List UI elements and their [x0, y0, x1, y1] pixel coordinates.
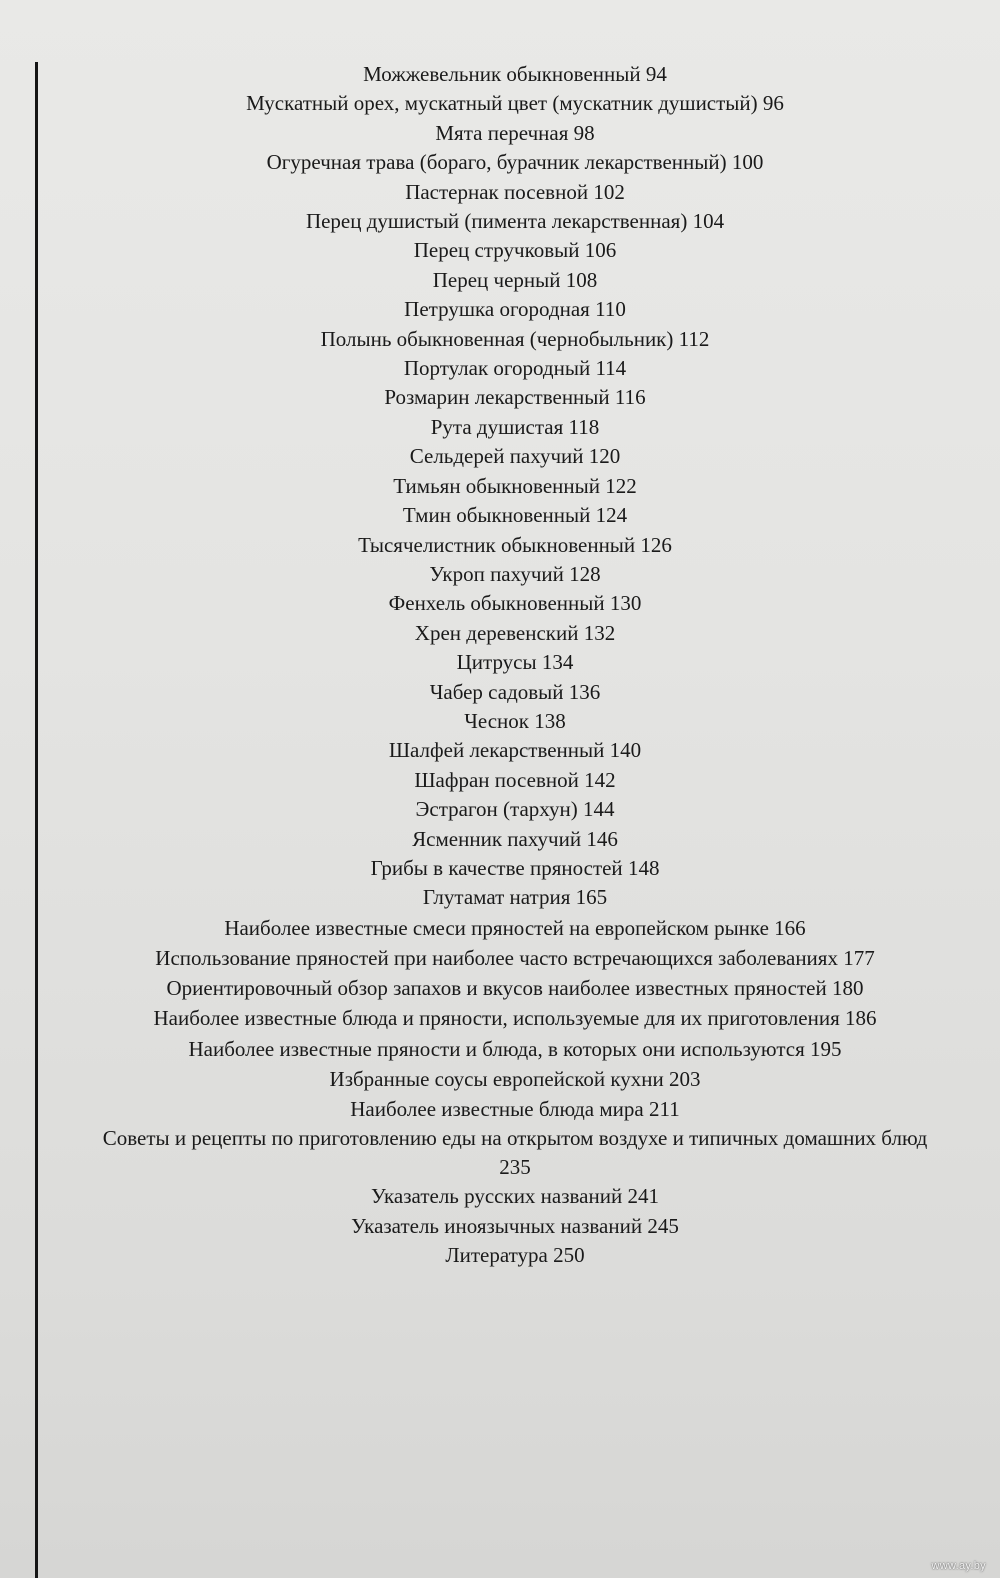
toc-entry-title: Перец черный: [432, 267, 561, 292]
toc-entry-page: 106: [584, 238, 617, 263]
toc-entry-title: Мята перечная: [435, 120, 569, 145]
toc-entry-page: 98: [573, 120, 595, 145]
toc-entry-title: Указатель русских названий: [371, 1184, 623, 1209]
toc-entry: [40, 560, 990, 589]
toc-entry-title: Наиболее известные пряности и блюда, в которых они используются: [188, 1036, 805, 1061]
toc-entry: [40, 442, 990, 471]
toc-entry-title: Указатель иноязычных названий: [351, 1213, 643, 1238]
toc-entry-title: Грибы в качестве пряностей: [370, 855, 623, 880]
toc-entry-title: Ясменник пахучий: [412, 826, 582, 851]
toc-entry-title: Избранные соусы европейской кухни: [329, 1066, 664, 1091]
toc-entry-page: 116: [614, 385, 646, 410]
toc-entry-page: 250: [553, 1243, 585, 1268]
toc-entry: [40, 178, 990, 207]
toc-entry-page: 114: [595, 356, 627, 381]
toc-entry-page: 180: [831, 976, 864, 1001]
toc-entry-title: Чеснок: [464, 708, 529, 733]
toc-entry-title: Советы и рецепты по приготовлению еды на открытом воздухе и типичных домашних блюд: [102, 1126, 928, 1151]
toc-entry: [40, 295, 990, 324]
toc-entry-page: 136: [568, 679, 601, 704]
toc-entry-page: 142: [584, 767, 616, 792]
toc-entry-title: Шалфей лекарственный: [388, 738, 605, 763]
toc-entry-title: Литература: [445, 1243, 548, 1268]
toc-entry-page: 112: [678, 326, 710, 351]
toc-entry-page: 108: [565, 267, 598, 292]
toc-entry-title: Сельдерей пахучий: [409, 444, 584, 469]
toc-entry-title: Эстрагон (тархун): [415, 797, 578, 822]
toc-entry-page: 203: [668, 1066, 701, 1091]
toc-entry-page: 165: [575, 885, 608, 910]
toc-entry: [40, 60, 990, 89]
toc-entry-title: Петрушка огородная: [404, 297, 590, 322]
toc-entry: [40, 648, 990, 677]
toc-entry-page: 134: [541, 650, 574, 675]
toc-entry-title: Наиболее известные блюда мира: [350, 1097, 644, 1121]
toc-entry-title: Тмин обыкновенный: [402, 503, 591, 528]
toc-entry-page: 110: [595, 297, 626, 322]
toc-entry: [40, 413, 990, 442]
toc-entry-page: 245: [647, 1213, 679, 1238]
toc-entry: [40, 766, 990, 795]
toc-entry: [40, 207, 990, 236]
toc-entry-title: Шафран посевной: [414, 767, 579, 792]
toc-entry-page: 126: [640, 532, 672, 557]
toc-entry: [40, 707, 990, 736]
toc-entry: [40, 1212, 990, 1241]
toc-entry-page: 177: [843, 945, 875, 970]
toc-entry-title: Фенхель обыкновенный: [388, 591, 605, 616]
toc-entry: [40, 883, 990, 912]
toc-entry-title: Наиболее известные блюда и пряности, используемые для их приготовления: [153, 1006, 840, 1031]
toc-entry: [40, 472, 990, 501]
toc-entry-page: 235: [499, 1155, 531, 1180]
toc-entry: [40, 1094, 990, 1124]
toc-entry-title: Ориентировочный обзор запахов и вкусов наиболее известных пряностей: [166, 976, 827, 1001]
toc-entry-title: Огуречная трава (бораго, бурачник лекарственный): [266, 150, 727, 175]
toc-entry-page: 186: [845, 1006, 877, 1031]
toc-entry-page: 130: [609, 591, 642, 616]
toc-entry-title: Хрен деревенский: [414, 620, 579, 645]
toc-entry: [40, 589, 990, 618]
toc-entry: [40, 236, 990, 265]
toc-entry-page: 144: [582, 797, 615, 822]
toc-entry-title: Цитрусы: [456, 650, 537, 675]
toc-entry: [40, 854, 990, 883]
toc-entry-title: Использование пряностей при наиболее часто встречающихся заболеваниях: [155, 945, 838, 970]
toc-entry: [40, 736, 990, 765]
toc-entry-page: 140: [609, 738, 642, 763]
toc-entry-title: Портулак огородный: [403, 356, 591, 381]
toc-entry-title: Глутамат натрия: [422, 885, 571, 910]
toc-entry-page: 241: [627, 1184, 659, 1209]
toc-entry-title: Тимьян обыкновенный: [393, 473, 600, 498]
toc-entry-page: 148: [627, 855, 660, 880]
toc-entry: [40, 1034, 990, 1064]
toc-entry: [40, 119, 990, 148]
toc-entry-title: Наиболее известные смеси пряностей на европейском рынке: [224, 915, 769, 940]
toc-entry-title: Перец душистый (пимента лекарственная): [305, 209, 688, 234]
toc-entry: [40, 531, 990, 560]
toc-entry-page: 128: [569, 561, 601, 586]
table-of-contents: [40, 60, 990, 1270]
toc-entry-page: 211: [648, 1097, 680, 1121]
toc-entry: [40, 1182, 990, 1211]
watermark: www.ay.by: [931, 1560, 986, 1572]
toc-entry-page: 132: [583, 620, 616, 645]
toc-entry: [40, 943, 990, 973]
toc-entry-title: Можжевельник обыкновенный: [363, 62, 641, 86]
toc-entry: [40, 501, 990, 530]
toc-entry: [40, 1064, 990, 1094]
margin-rule: [35, 62, 38, 1578]
toc-entry: [40, 795, 990, 824]
toc-entry: [40, 1124, 990, 1182]
toc-entry-page: 138: [534, 708, 566, 733]
toc-entry: [40, 148, 990, 177]
toc-entry-page: 104: [692, 209, 725, 234]
toc-entry: [40, 325, 990, 354]
toc-entry: [40, 825, 990, 854]
toc-entry: [40, 1003, 990, 1033]
toc-entry-page: 96: [762, 91, 784, 116]
toc-entry: [40, 354, 990, 383]
toc-entry-page: 146: [586, 826, 618, 851]
toc-entry: [40, 89, 990, 118]
toc-entry: [40, 266, 990, 295]
toc-entry-page: 124: [595, 503, 628, 528]
toc-entry-title: Чабер садовый: [429, 679, 564, 704]
toc-entry: [40, 913, 990, 943]
toc-entry-title: Мускатный орех, мускатный цвет (мускатник душистый): [246, 91, 758, 116]
toc-entry-page: 166: [774, 915, 806, 940]
toc-entry: [40, 383, 990, 412]
toc-entry: [40, 678, 990, 707]
toc-entry-page: 120: [588, 444, 621, 469]
toc-entry-page: 102: [593, 179, 625, 204]
toc-entry: [40, 1241, 990, 1270]
toc-entry-page: 94: [645, 62, 667, 86]
toc-entry-title: Укроп пахучий: [429, 561, 564, 586]
toc-entry: [40, 619, 990, 648]
toc-entry-title: Пастернак посевной: [405, 179, 589, 204]
toc-entry-title: Перец стручковый: [413, 238, 580, 263]
toc-entry-title: Розмарин лекарственный: [384, 385, 610, 410]
toc-entry-page: 100: [731, 150, 764, 175]
toc-entry: [40, 973, 990, 1003]
toc-entry-title: Рута душистая: [430, 414, 564, 439]
toc-entry-page: 195: [810, 1036, 842, 1061]
toc-entry-page: 118: [568, 414, 600, 439]
toc-entry-title: Тысячелистник обыкновенный: [358, 532, 636, 557]
toc-entry-page: 122: [605, 473, 637, 498]
toc-entry-title: Полынь обыкновенная (чернобыльник): [320, 326, 674, 351]
